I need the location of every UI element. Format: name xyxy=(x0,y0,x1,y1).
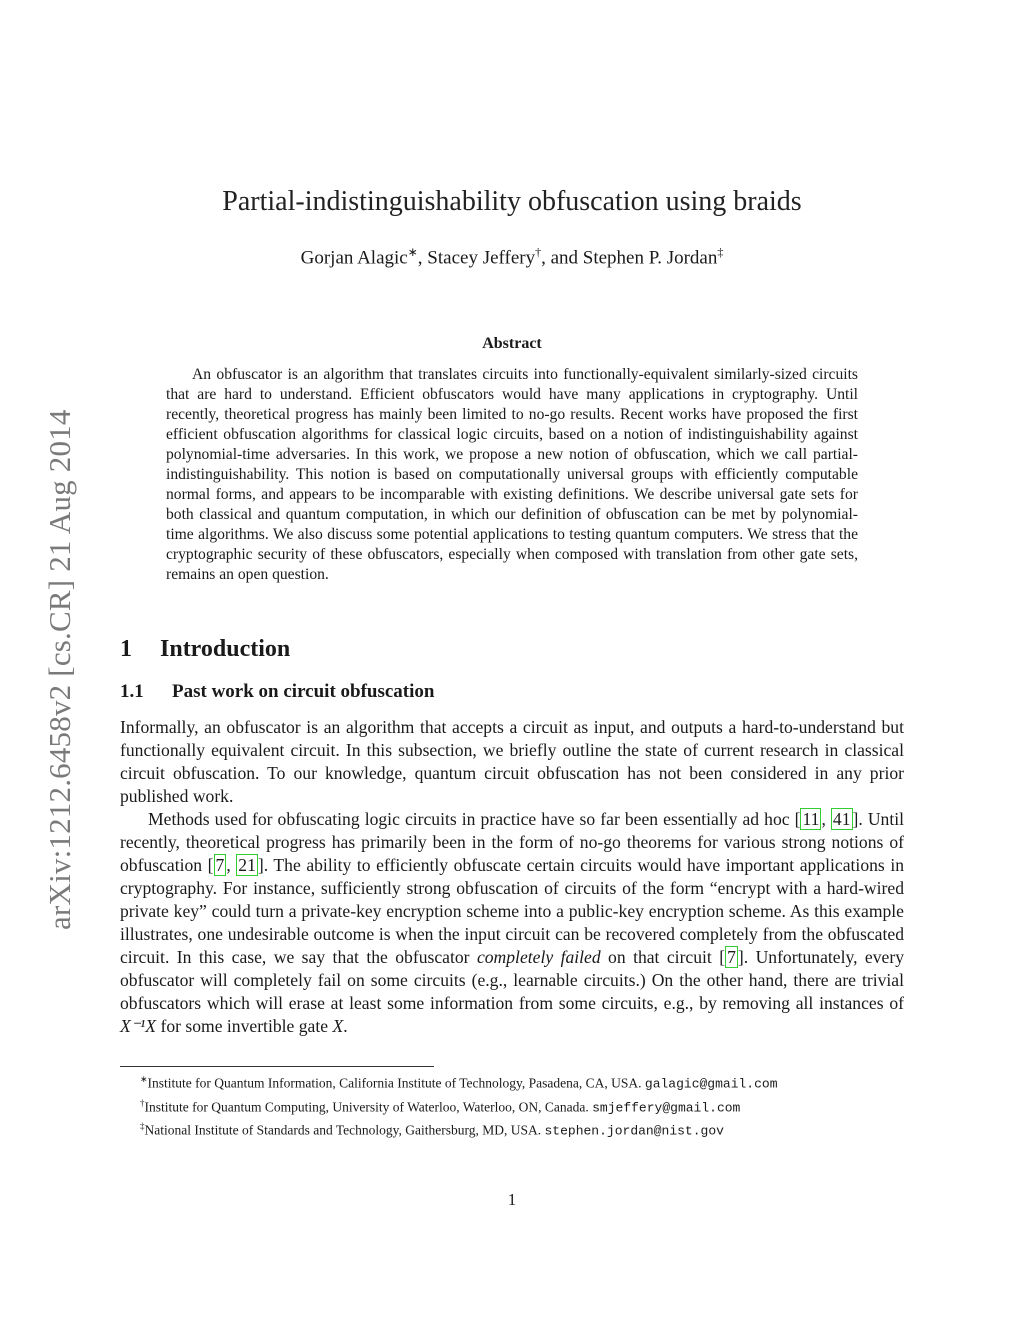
citation-link[interactable]: 11 xyxy=(802,809,820,829)
footnote xyxy=(120,1117,920,1141)
citation-link[interactable]: 41 xyxy=(832,809,851,829)
footnote-text: Institute for Quantum Computing, University of Waterloo, Waterloo, ON, Canada. xyxy=(144,1099,593,1114)
footnote-email[interactable]: smjeffery@gmail.com xyxy=(592,1100,741,1115)
text-run: on that circuit [ xyxy=(600,947,726,967)
author-list: Gorjan Alagic∗, Stacey Jeffery†, and Stephen P. Jordan‡ xyxy=(300,245,724,269)
arxiv-identifier-stamp: arXiv:1212.6458v2 [cs.CR] 21 Aug 2014 xyxy=(42,409,77,930)
paragraph: Informally, an obfuscator is an algorithm that accepts a circuit as input, and outputs a hard-to-understand but functionally equivalent circuit. In this subsection, we briefly outline the state of current research in classical circuit obfuscation. To our knowledge, quantum circuit obfuscation has not been considered in any prior published work. xyxy=(120,717,904,806)
paper-title: Partial-indistinguishability obfuscation using braids xyxy=(222,186,802,217)
footnote xyxy=(120,1094,920,1118)
footnote-text: National Institute of Standards and Technology, Gaithersburg, MD, USA. xyxy=(144,1122,545,1138)
section-heading xyxy=(120,636,290,663)
abstract-text: An obfuscator is an algorithm that translates circuits into functionally-equivalent similarly-sized circuits that are hard to understand. Efficient obfuscators would have many applications in cryptography. Until recently, theoretical progress has mainly been limited to no-go results. Recent works have proposed the first efficient obfuscation algorithms for classical logic circuits, based on a notion of indistinguishability against polynomial-time adversaries. In this work, we propose a new notion of obfuscation, which we call partial-indistinguishability. This notion is based on computationally universal groups with efficiently computable normal forms, and appears to be incomparable with existing definitions. We describe universal gate sets for both classical and quantum computation, in which our definition of obfuscation can be met by polynomial-time algorithms. We also discuss some potential applications to testing quantum computers. We stress that the cryptographic security of these obfuscators, especially when composed with translation from other gate sets, remains an open question. xyxy=(166,366,858,583)
footnote-mark: ‡ xyxy=(140,1121,145,1131)
footnote-mark: ∗ xyxy=(140,1074,148,1084)
footnote-email[interactable]: stephen.jordan@nist.gov xyxy=(544,1123,724,1139)
footnote-divider xyxy=(120,1066,434,1067)
author-footnote-mark[interactable]: † xyxy=(535,245,542,259)
paragraph: Methods used for obfuscating logic circuits in practice have so far been essentially ad hoc [ 11 , 41 ]. Until recently, theoretical progress has primarily been in the form of no-go theorems for various strong notions of obfuscation [ 7 , 21 ]. The ability to efficiently obfuscate certain circuits would have important applications in cryptography. For instance, sufficiently strong obfuscation of circuits of the form “encrypt with a hard-wired private key” could turn a private-key encryption scheme into a public-key encryption scheme. As this example illustrates, one undesirable outcome is when the input circuit can be recovered completely from the obfuscated circuit. In this case, we say that the obfuscator completely failed on that circuit [ 7 ]. Unfortunately, every obfuscator will completely fail on some circuits (e.g., learnable circuits.) On the other hand, there are trivial obfuscators which will erase at least some information from some circuits, e.g., by removing all instances of X⁻¹X for some invertible gate X. xyxy=(120,809,905,1036)
abstract-heading: Abstract xyxy=(482,335,542,352)
author-name: Gorjan Alagic xyxy=(300,247,408,269)
author-footnote-mark[interactable]: ∗ xyxy=(407,245,418,259)
author-footnote-mark[interactable]: ‡ xyxy=(717,245,724,259)
author-name: Stacey Jeffery xyxy=(427,247,536,269)
footnote xyxy=(120,1070,920,1094)
citation-link[interactable]: 21 xyxy=(238,855,256,875)
text-run: ]. Until recently, theoretical progress has primarily been in the form of no-go theorems for various strong notions of obfuscation [ xyxy=(120,809,904,875)
text-run: ]. The ability to efficiently obfuscate certain circuits would have important applications in cryptography. For instance, sufficiently strong obfuscation of circuits of the form “encrypt with a hard-wired private key” could turn a private-key encryption scheme into a public-key encryption scheme. As this example illustrates, one undesirable outcome is when the input circuit can be recovered completely from the obfuscated circuit. In this case, we say that the obfuscator xyxy=(120,855,905,967)
section-number: 1 xyxy=(120,636,132,662)
math-expression: X⁻¹X xyxy=(120,1016,157,1036)
footnote-mark: † xyxy=(140,1097,145,1108)
section-title: Introduction xyxy=(160,636,291,662)
footnote-text: Institute for Quantum Information, California Institute of Technology, Pasadena, CA, USA. xyxy=(147,1075,645,1091)
authors-joiner: and xyxy=(550,247,579,269)
text-run: Methods used for obfuscating logic circuits in practice have so far been essentially ad hoc [ xyxy=(148,809,801,829)
text-run: ]. Unfortunately, every obfuscator will completely fail on some circuits (e.g., learnable circuits.) On the other hand, there are trivial obfuscators which will erase at least some information from some circuits, e.g., by removing all instances of xyxy=(120,947,904,1013)
body-text xyxy=(120,716,904,1038)
text-run: . xyxy=(343,1016,348,1036)
citation-link[interactable]: 7 xyxy=(727,947,736,967)
subsection-heading xyxy=(120,681,434,703)
math-variable: X xyxy=(332,1016,344,1036)
text-run: for some invertible gate xyxy=(156,1016,333,1036)
footnotes xyxy=(120,1070,920,1141)
author-name: Stephen P. Jordan xyxy=(582,247,718,269)
footnote-email[interactable]: galagic@gmail.com xyxy=(644,1076,778,1092)
subsection-title: Past work on circuit obfuscation xyxy=(172,681,435,702)
emphasized-text: completely failed xyxy=(476,947,601,967)
citation-link[interactable]: 7 xyxy=(215,855,225,875)
subsection-number: 1.1 xyxy=(120,681,144,702)
page-number: 1 xyxy=(507,1190,517,1209)
